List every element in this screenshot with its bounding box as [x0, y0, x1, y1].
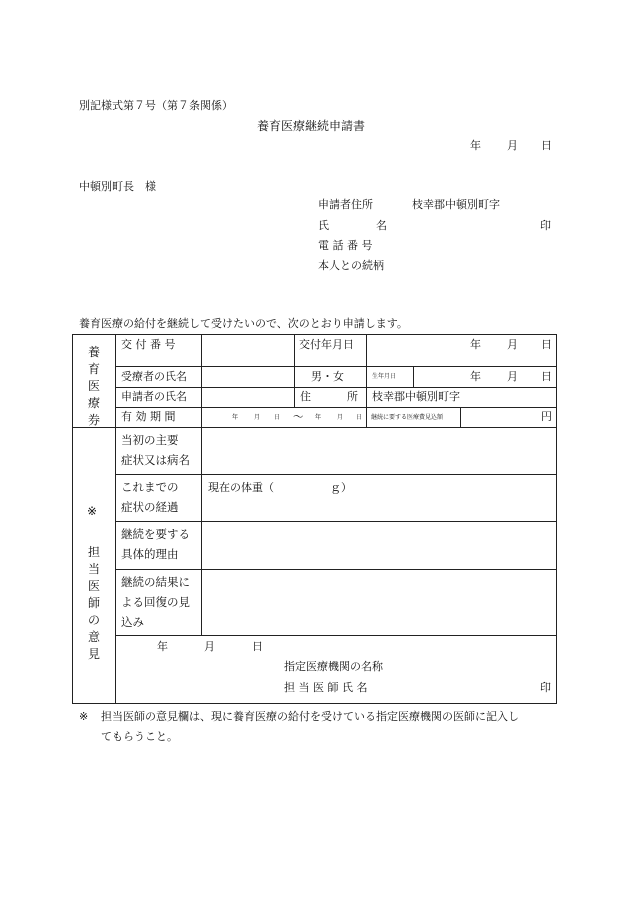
doctor-side-label: 担 当 医 師 の 意 見: [87, 545, 100, 661]
validity-tilde: ～: [293, 411, 304, 423]
date-month: 月: [507, 139, 518, 152]
applicant-name-row-label: 申請者の氏名: [121, 390, 187, 403]
doctor-date-month: 月: [204, 640, 215, 653]
ticket-address-value: 枝幸郡中頓別町字: [372, 390, 460, 403]
date-day: 日: [541, 139, 552, 152]
relation-label: 本人との続柄: [318, 259, 384, 272]
phone-label: 電 話 番 号: [318, 239, 373, 252]
issue-date-month: 月: [507, 338, 518, 351]
applicant-name-label-2: 名: [376, 219, 387, 232]
footnote-line-2: てもらうこと。: [101, 730, 178, 743]
progress-label: これまでの 症状の経過: [121, 480, 179, 514]
page-title: 養育医療継続申請書: [257, 119, 366, 133]
birth-month: 月: [507, 370, 518, 383]
sex-label: 男・女: [311, 370, 344, 383]
doctor-date-year: 年: [157, 640, 168, 653]
doctor-name-label: 担 当 医 師 氏 名: [284, 681, 368, 694]
initial-symptom-label: 当初の主要 症状又は病名: [121, 433, 190, 467]
validity-to-year: 年: [315, 414, 322, 421]
issue-date-year: 年: [470, 338, 481, 351]
doctor-seal: 印: [540, 681, 551, 694]
doctor-asterisk: ※: [87, 504, 98, 518]
birth-day: 日: [541, 370, 552, 383]
birth-year: 年: [470, 370, 481, 383]
applicant-address-label: 申請者住所: [318, 198, 373, 211]
validity-from-year: 年: [232, 414, 239, 421]
addressee: 中頓別町長 様: [79, 180, 156, 193]
validity-to-month: 月: [337, 414, 344, 421]
validity-from-month: 月: [254, 414, 261, 421]
applicant-name-label-1: 氏: [318, 219, 329, 232]
issue-number-label: 交 付 番 号: [121, 338, 176, 351]
issue-date-label: 交付年月日: [299, 338, 354, 351]
validity-label: 有 効 期 間: [121, 410, 176, 423]
institution-label: 指定医療機関の名称: [284, 660, 383, 673]
address-label-1: 住: [300, 390, 311, 403]
applicant-address-value: 枝幸郡中頓別町字: [412, 198, 500, 211]
footnote-mark: ※: [79, 710, 89, 723]
cost-unit: 円: [541, 410, 552, 423]
patient-name-label: 受療者の氏名: [121, 370, 187, 383]
weight-unit: ｇ）: [330, 481, 352, 494]
cost-label: 継続に要する医療費見込額: [371, 414, 444, 421]
validity-from-day: 日: [274, 414, 281, 421]
footnote-line-1: 担当医師の意見欄は、現に養育医療の給付を受けている指定医療機関の医師に記入し: [101, 710, 519, 723]
validity-to-day: 日: [356, 414, 363, 421]
address-label-2: 所: [347, 390, 358, 403]
issue-date-day: 日: [541, 338, 552, 351]
intro-text: 養育医療の給付を継続して受けたいので、次のとおり申請します。: [79, 317, 408, 330]
weight-text: 現在の体重（: [208, 481, 274, 494]
reason-label: 継続を要する 具体的理由: [121, 527, 190, 561]
ticket-side-label: 養 育 医 療 券: [87, 345, 100, 427]
doctor-date-day: 日: [252, 640, 263, 653]
date-year: 年: [470, 139, 481, 152]
applicant-seal: 印: [540, 219, 551, 232]
form-number: 別記様式第７号（第７条関係）: [79, 99, 233, 112]
outlook-label: 継続の結果に よる回復の見 込み: [121, 575, 190, 629]
birth-label: 生年月日: [372, 373, 397, 380]
